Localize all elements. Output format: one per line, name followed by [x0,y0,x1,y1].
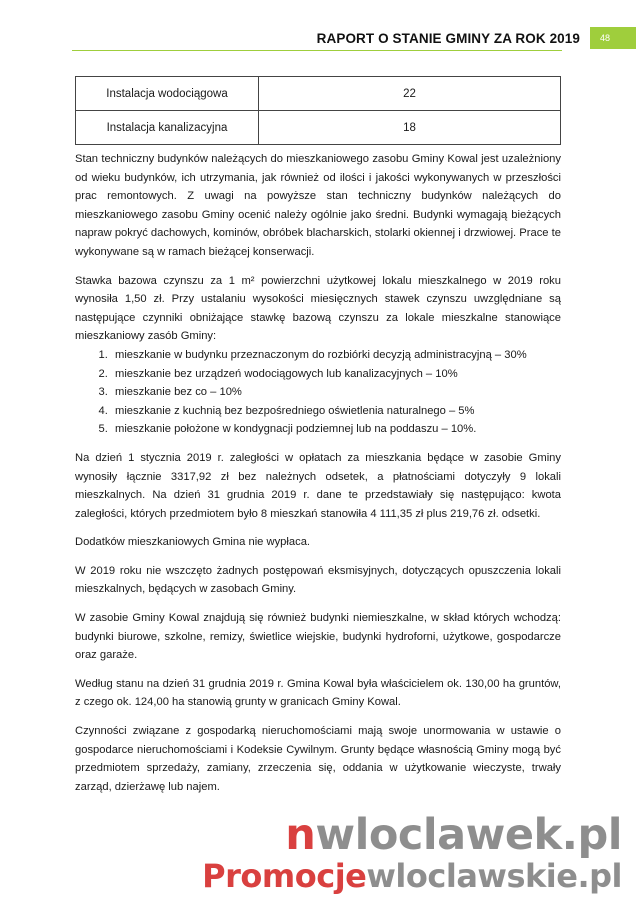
table-cell-value: 22 [259,77,561,111]
watermark-line-2 [202,858,622,894]
table-row [76,111,561,145]
header-divider [72,50,562,51]
table-cell-label: Instalacja wodociągowa [76,77,259,111]
watermark-text-red: n [285,810,316,860]
page-number-badge: 48 [590,27,636,49]
paragraph-non-residential: W zasobie Gminy Kowal znajdują się również budynki niemieszkalne, w skład których wchodzą: budynki biurowe, szkolne, remizy, świetlice wiejskie, budynki hydroforni, użytkowe, gospodarcze oraz garaże. [75,612,561,662]
table-cell-label: Instalacja kanalizacyjna [76,111,259,145]
table-row [76,77,561,111]
paragraph-technical-condition: Stan techniczny budynków należących do mieszkaniowego zasobu Gminy Kowal jest uzależniony od wieku budynków, ich utrzymania, jak również od ilości i jakości wykonywanych w przeszłości prac remontowych. Z uwagi na powyższe stan techniczny budynków należących do mieszkaniowego zasobu Gminy ocenić należy ogólnie jako średni. Budynki wymagają bieżących napraw pokryć dachowych, kominów, obróbek blacharskich, stolarki okiennej i drzwiowej. Prace te wykonywane są w ramach bieżącej konserwacji. [75,153,561,258]
paragraph-real-estate-management: Czynności związane z gospodarką nieruchomościami mają swoje unormowania w ustawie o gospodarce nieruchomościami i Kodeksie Cywilnym. Grunty będące własnością Gminy mogą być przedmiotem sprzedaży, zamiany, zrzeczenia się, oddania w użytkowanie wieczyste, trwały zarząd, dzierżawę lub najem. [75,725,561,793]
list-item: 1. mieszkanie w budynku przeznaczonym do rozbiórki decyzją administracyjną – 30% [111,346,561,365]
paragraph-housing-allowance: Dodatków mieszkaniowych Gmina nie wypłaca. [75,536,311,549]
list-item: 2. mieszkanie bez urządzeń wodociągowych lub kanalizacyjnych – 10% [111,365,561,384]
list-item: 5. mieszkanie położone w kondygnacji podziemnej lub na poddaszu – 10%. [111,420,561,439]
watermark-text-red: Promocje [202,857,367,895]
watermark-line-1 [202,812,622,858]
watermark-logo [202,812,622,894]
installations-table [75,76,561,145]
paragraph-land-ownership: Według stanu na dzień 31 grudnia 2019 r. Gmina Kowal była właścicielem ok. 130,00 ha gruntów, z czego ok. 124,00 ha stanowią grunty w granicach Gminy Kowal. [75,677,561,709]
watermark-text-grey: wloclawskie.pl [366,857,622,895]
table-cell-value: 18 [259,111,561,145]
list-item: 3. mieszkanie bez co – 10% [111,383,561,402]
paragraph-rent-rate: Stawka bazowa czynszu za 1 m² powierzchni użytkowej lokalu mieszkalnego w 2019 roku wynosiła 1,50 zł. Przy ustalaniu wysokości miesięcznych stawek czynszu uwzględniane są następujące czynniki obniżające stawkę bazową czynszu za lokale mieszkalne stanowiące mieszkaniowy zasób Gminy: [75,274,561,343]
paragraph-arrears: Na dzień 1 stycznia 2019 r. zaległości w opłatach za mieszkania będące w zasobie Gminy wynosiły łącznie 3317,92 zł bez należnych odsetek, a płatnościami dotyczyły 9 lokali mieszkalnych. Na dzień 31 grudnia 2019 r. dane te przedstawiały się następująco: kwota zaległości, których przedmiotem było 8 mieszkań stanowiła 4 111,35 zł plus 219,76 zł. odsetki. [75,451,561,520]
document-body [75,150,561,806]
report-title: RAPORT O STANIE GMINY ZA ROK 2019 [316,30,580,46]
page-header [317,27,636,49]
list-item: 4. mieszkanie z kuchnią bez bezpośredniego oświetlenia naturalnego – 5% [111,402,561,421]
rent-reduction-list [75,346,561,439]
paragraph-evictions: W 2019 roku nie wszczęto żadnych postępowań eksmisyjnych, dotyczących opuszczenia lokali mieszkalnych, będących w zasobach Gminy. [75,564,561,596]
watermark-text-grey: wloclawek.pl [315,810,622,860]
